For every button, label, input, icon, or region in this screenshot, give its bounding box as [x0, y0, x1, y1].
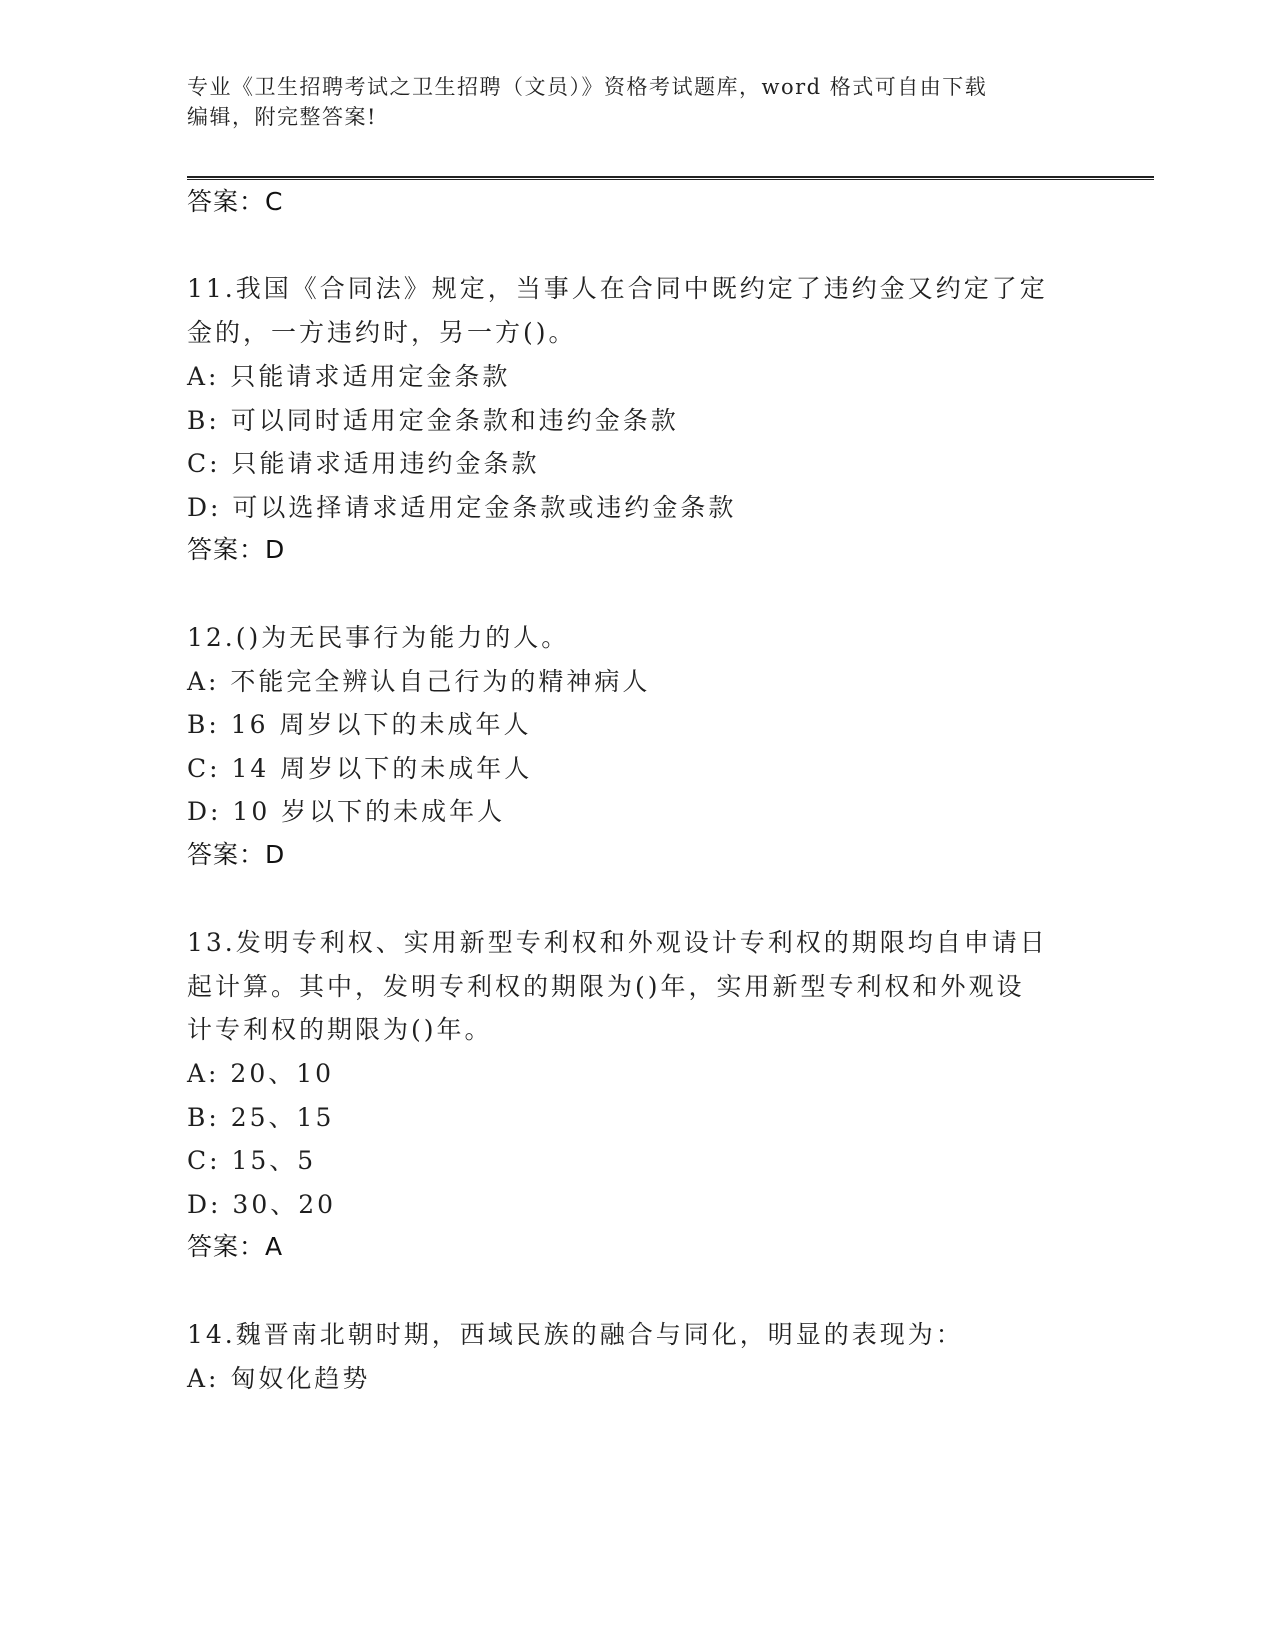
question-13-option-c: C: 15、5	[187, 1146, 317, 1175]
question-12-option-c: C: 14 周岁以下的未成年人	[187, 754, 533, 783]
question-13-option-a: A: 20、10	[187, 1059, 335, 1088]
question-11-option-b: B: 可以同时适用定金条款和违约金条款	[187, 406, 679, 435]
question-14-option-a: A: 匈奴化趋势	[187, 1364, 371, 1393]
previous-answer: 答案：C	[187, 187, 284, 216]
question-12-option-d: D: 10 岁以下的未成年人	[187, 797, 506, 826]
question-13-stem-line-2: 起计算。其中，发明专利权的期限为()年，实用新型专利权和外观设	[187, 972, 1025, 1001]
question-14-stem-line-1: 14.魏晋南北朝时期，西域民族的融合与同化，明显的表现为：	[187, 1320, 964, 1349]
question-12-answer: 答案：D	[187, 840, 286, 869]
question-13-stem-line-3: 计专利权的期限为()年。	[187, 1015, 493, 1044]
page-header	[187, 72, 1087, 132]
header-divider	[187, 176, 1154, 180]
header-line-2: 编辑，附完整答案!	[187, 105, 377, 129]
question-13-answer: 答案：A	[187, 1232, 284, 1261]
question-11-option-c: C: 只能请求适用违约金条款	[187, 449, 540, 478]
question-13-option-b: B: 25、15	[187, 1103, 335, 1132]
question-11-stem-line-2: 金的，一方违约时，另一方()。	[187, 318, 577, 347]
question-11-option-d: D: 可以选择请求适用定金条款或违约金条款	[187, 493, 737, 522]
question-11-answer: 答案：D	[187, 535, 286, 564]
question-12-option-b: B: 16 周岁以下的未成年人	[187, 710, 532, 739]
question-11-option-a: A: 只能请求适用定金条款	[187, 362, 511, 391]
question-12-option-a: A: 不能完全辨认自己行为的精神病人	[187, 667, 651, 696]
question-13-option-d: D: 30、20	[187, 1190, 337, 1219]
question-11-stem-line-1: 11.我国《合同法》规定，当事人在合同中既约定了违约金又约定了定	[187, 274, 1048, 303]
question-12-stem-line-1: 12.()为无民事行为能力的人。	[187, 623, 570, 652]
question-13-stem-line-1: 13.发明专利权、实用新型专利权和外观设计专利权的期限均自申请日	[187, 928, 1048, 957]
header-line-1: 专业《卫生招聘考试之卫生招聘（文员）》资格考试题库，word 格式可自由下载	[187, 75, 988, 99]
